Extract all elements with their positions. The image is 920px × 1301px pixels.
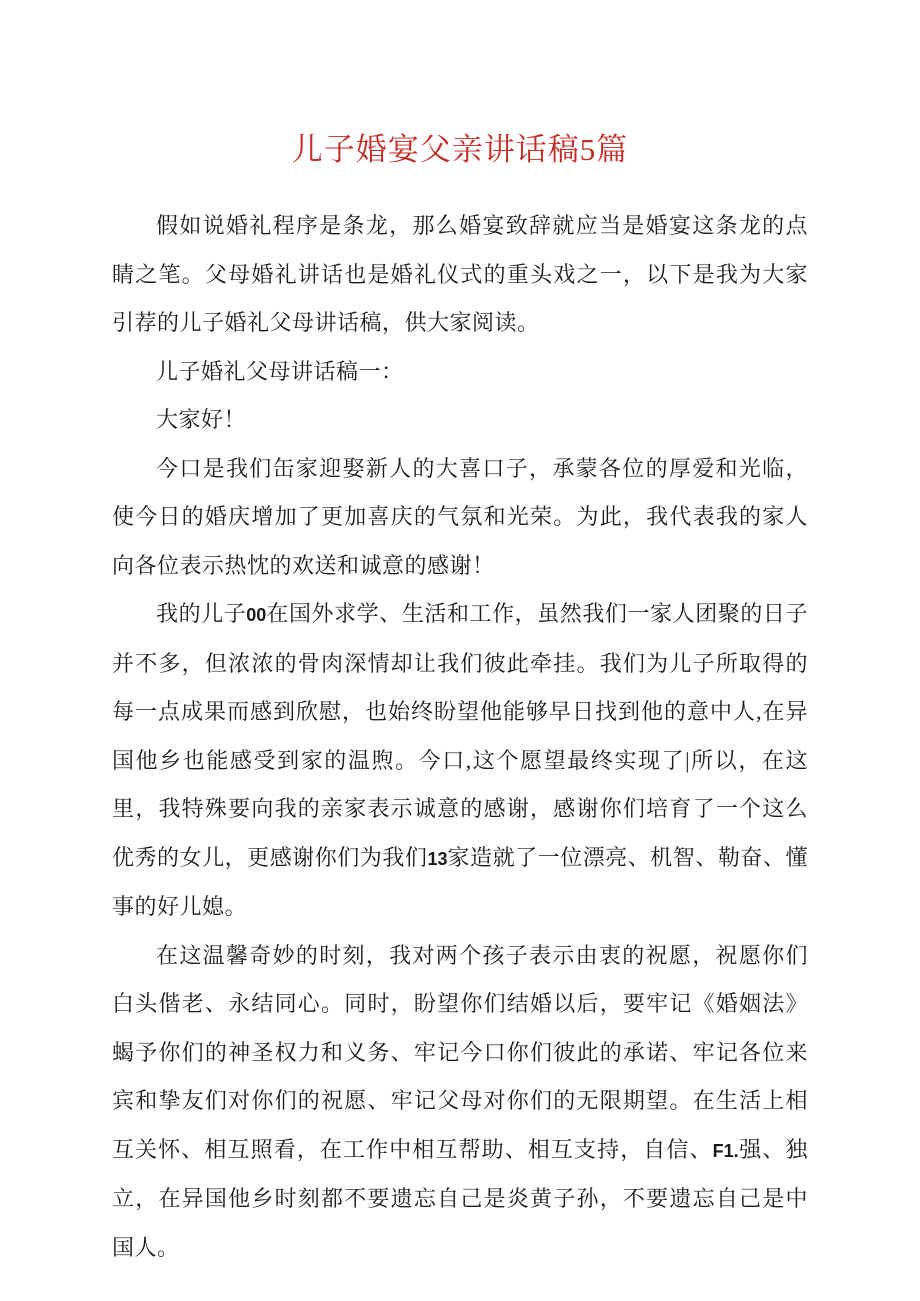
text-run: 儿子婚礼父母讲话稿一： bbox=[156, 358, 404, 384]
paragraph bbox=[112, 932, 808, 1273]
text-run: 我的儿子 bbox=[156, 601, 247, 626]
text-run: 在国外求学、生活和工作，虽然我们一家人团聚的日子并不多，但浓浓的骨肉深情却让我们彼此牵挂。我们为儿子所取得的每一点成果而感到欣慰，也始终盼望他能够早日找到他的意中人,在异国他乡也能感受到家的温煦。今口,这个愿望最终实现了|所以，在这里，我特殊要向我的亲家表示诚意的感谢，感谢你们培育了一个这么优秀的女儿，更感谢你们为我们 bbox=[112, 601, 808, 870]
bold-number-run: 00 bbox=[246, 605, 267, 625]
bold-number-run: F1. bbox=[712, 1140, 739, 1161]
paragraph bbox=[112, 396, 808, 445]
paragraph bbox=[112, 202, 808, 348]
text-run: 强、独立，在异国他乡时刻都不要遗忘自己是炎黄子孙，不要遗忘自己是中国人。 bbox=[112, 1136, 808, 1260]
text-run: 在这温馨奇妙的时刻，我对两个孩子表示由衷的祝愿，祝愿你们白头偕老、永结同心。同时，盼望你们结婚以后，要牢记《婚姻法》蝎予你们的神圣权力和义务、牢记今口你们彼此的承诺、牢记各位来宾和挚友们对你们的祝愿、牢记父母对你们的无限期望。在生活上相互关怀、相互照看，在工作中相互帮助、相互支持，自信、 bbox=[112, 942, 808, 1162]
document-title: 儿子婚宴父亲讲话稿5篇 bbox=[291, 132, 629, 167]
paragraph bbox=[112, 348, 808, 397]
text-run: 假如说婚礼程序是条龙，那么婚宴致辞就应当是婚宴这条龙的点睛之笔。父母婚礼讲话也是婚礼仪式的重头戏之一，以下是我为大家引荐的儿子婚礼父母讲话稿，供大家阅读。 bbox=[112, 213, 808, 335]
text-run: 今口是我们缶家迎娶新人的大喜口子，承蒙各位的厚爱和光临，使今日的婚庆增加了更加喜庆的气氛和光荣。为此，我代表我的家人向各位表示热忱的欢送和诚意的感谢！ bbox=[112, 455, 808, 578]
paragraph bbox=[112, 590, 808, 932]
bold-number-run: 13 bbox=[427, 848, 448, 869]
paragraph bbox=[112, 445, 808, 591]
text-run: 大家好！ bbox=[156, 407, 247, 432]
text-run: 家造就了一位漂亮、机智、勒奋、懂事的好儿媳。 bbox=[112, 844, 808, 919]
document-body bbox=[112, 202, 808, 1272]
